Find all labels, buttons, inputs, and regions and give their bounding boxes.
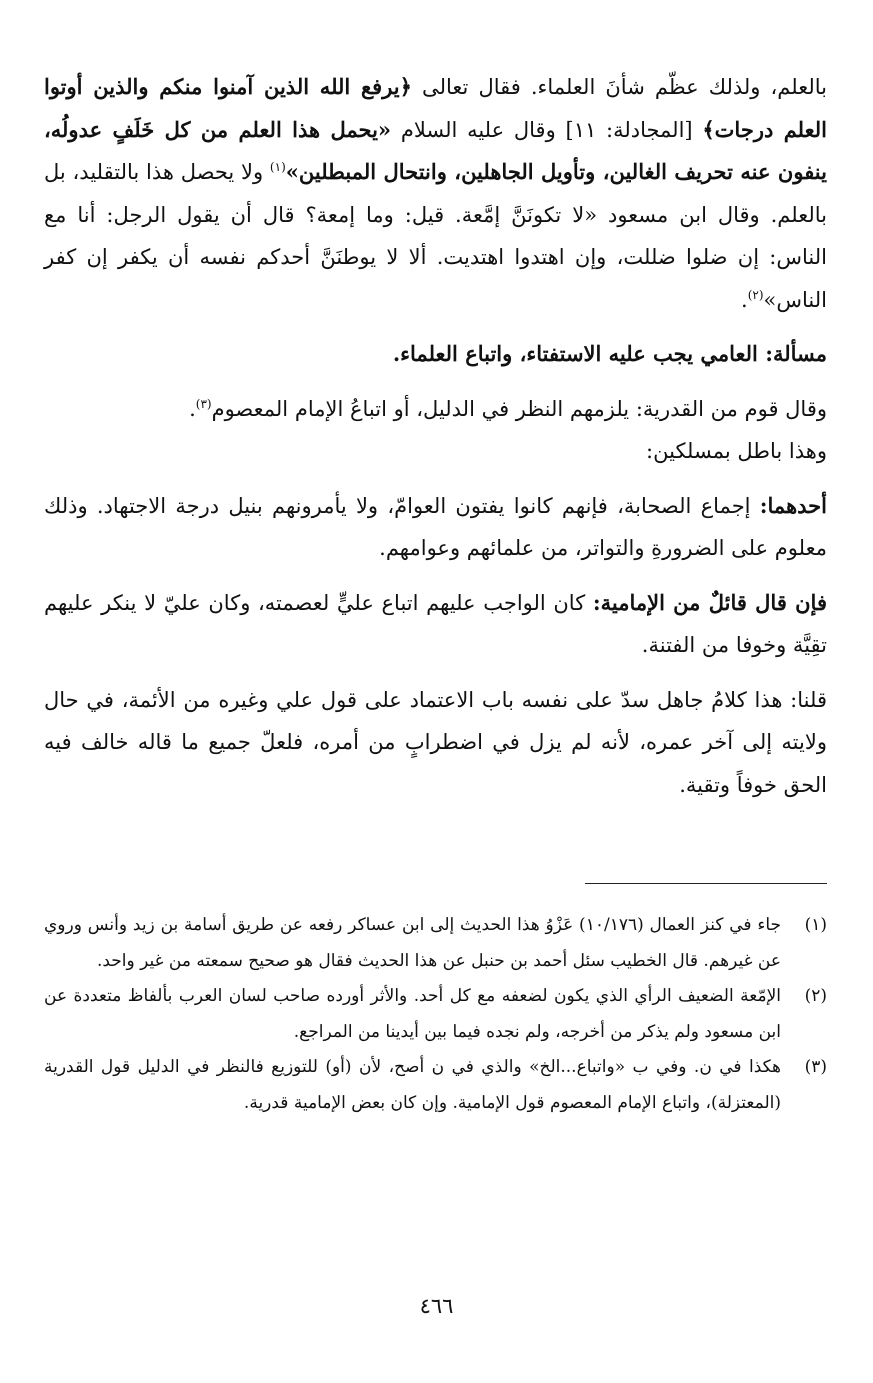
paragraph-5-lead: فإن قال قائلٌ من الإمامية: xyxy=(592,589,827,615)
footnote-ref-1: (١) xyxy=(269,160,286,174)
paragraph-2-end: . xyxy=(189,396,196,421)
paragraph-1-text-c: ولا يحصل هذا بالتقليد، بل بالعلم. وقال ابن مسعود «لا تكونَنَّ إمَّعة. قيل: وما إمعة؟ قال أن يقول الرجل: أنا مع الناس: إن ضلوا ضللت، وإن اهتدوا اهتديت. ألا لا يوطنَنَّ أحدكم نفسه أن يكفر إن كفر الناس» xyxy=(44,160,827,312)
quran-verse: ﴿يرفع الله الذين آمنوا منكم والذين أوتوا العلم درجات﴾ xyxy=(44,74,827,142)
footnote-number: (٣) xyxy=(804,1057,827,1077)
footnote-ref-2: (٢) xyxy=(747,287,764,302)
footnote-text: جاء في كنز العمال (١٠/١٧٦) عَزْوُ هذا الحديث إلى ابن عساكر رفعه عن طريق أسامة بن زيد وأنس وروي عن غيرهم. قال الخطيب سئل أحمد بن حنبل عن هذا الحديث فقال هو صحيح سمعته من غير واحد. xyxy=(44,915,782,971)
paragraph-1-text-a: بالعلم، ولذلك عظّم شأنَ العلماء. فقال تعالى xyxy=(411,75,828,99)
main-text xyxy=(44,66,827,806)
footnote-divider xyxy=(585,883,827,884)
paragraph-1-text-b: [المجادلة: ١١] وقال عليه السلام xyxy=(391,117,703,142)
footnote-number: (٢) xyxy=(804,986,827,1006)
footnote-ref-3: (٣) xyxy=(195,396,212,411)
paragraph-2 xyxy=(44,388,827,431)
footnote-number: (١) xyxy=(804,915,827,935)
footnotes xyxy=(44,908,827,1121)
footnote-text: الإمّعة الضعيف الرأي الذي يكون لضعفه مع كل أحد. والأثر أورده صاحب لسان العرب بألفاظ متعددة عن ابن مسعود ولم يذكر من أخرجه، ولم نجده فيما بين أيدينا من المراجع. xyxy=(44,986,781,1042)
paragraph-5-text: كان الواجب عليهم اتباع عليٍّ لعصمته، وكان عليّ لا ينكر عليهم تقِيَّة وخوفا من الفتنة. xyxy=(44,590,827,657)
footnote-3 xyxy=(44,1050,827,1121)
footnote-2 xyxy=(44,979,827,1050)
section-heading: مسألة: العامي يجب عليه الاستفتاء، واتباع العلماء. xyxy=(392,341,827,366)
page-number: ٤٦٦ xyxy=(419,1294,454,1318)
footnote-text: هكذا في ن. وفي ب «واتباع...الخ» والذي في ن أصح، لأن (أو) للتوزيع فالنظر في الدليل قول القدرية (المعتزلة)، واتباع الإمام المعصوم قول الإمامية. وإن كان بعض الإمامية قدرية. xyxy=(44,1057,781,1113)
paragraph-2-text: وقال قوم من القدرية: يلزمهم النظر في الدليل، أو اتباعُ الإمام المعصوم xyxy=(211,396,827,421)
paragraph-3: وهذا باطل بمسلكين: xyxy=(646,439,827,463)
hadith-quote: «يحمل هذا العلم من كل خَلَفٍ عدولُه، ينفون عنه تحريف الغالين، وتأويل الجاهلين، وانتحال المبطلين» xyxy=(44,116,827,184)
paragraph-6: قلنا: هذا كلامُ جاهل سدّ على نفسه باب الاعتماد على قول علي وغيره من الأئمة، في حال ولايته إلى آخر عمره، لأنه لم يزل في اضطرابٍ من أمره، فلعلّ جميع ما قاله خالف فيه الحق خوفاً وتقية. xyxy=(44,687,827,797)
paragraph-5 xyxy=(44,582,827,667)
paragraph-4-lead: أحدهما: xyxy=(759,492,827,518)
paragraph-4-text: إجماع الصحابة، فإنهم كانوا يفتون العوامّ، ولا يأمرونهم بنيل درجة الاجتهاد. وذلك معلوم على الضرورةِ والتواتر، من علمائهم وعوامهم. xyxy=(44,493,827,560)
paragraph-4 xyxy=(44,485,827,570)
footnote-1 xyxy=(44,908,827,979)
paragraph-1 xyxy=(44,66,827,321)
paragraph-1-text-d: . xyxy=(741,287,748,312)
